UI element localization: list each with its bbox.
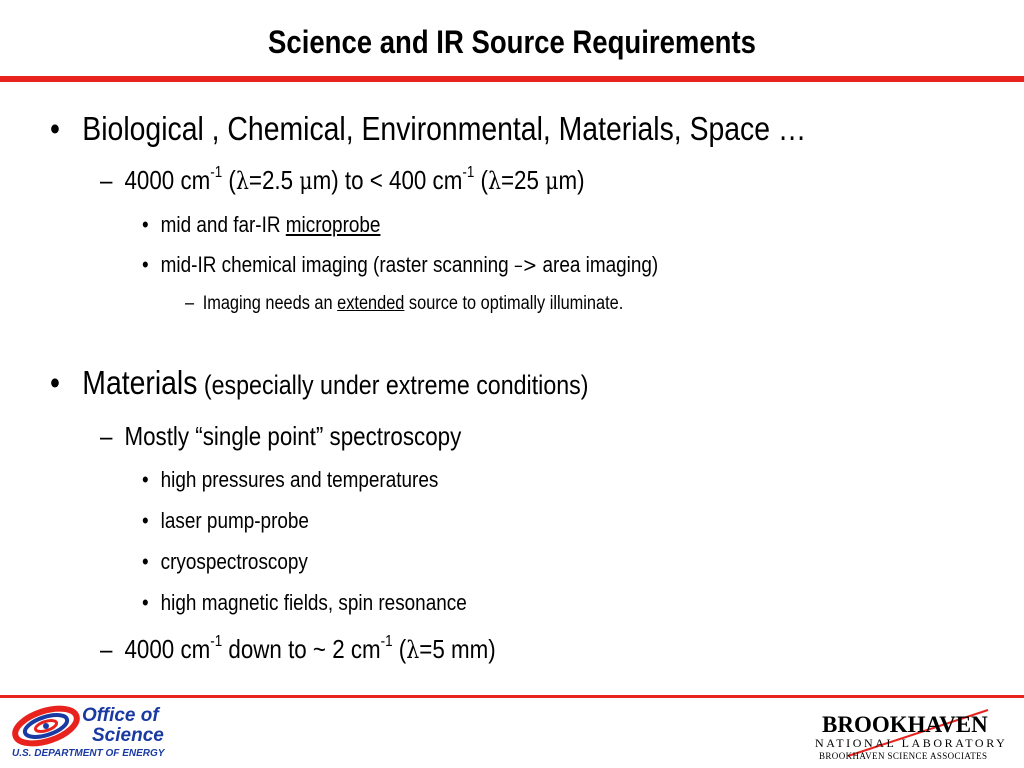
text-part: =25 [501, 165, 546, 195]
wavenumber-range-line [100, 165, 585, 196]
text-part: 4000 cm [124, 634, 211, 664]
text-part: mid-IR chemical imaging (raster scanning [160, 252, 514, 277]
lambda-symbol: λ [487, 167, 502, 195]
text-part: m) [558, 165, 585, 195]
dash-mark: – [185, 293, 195, 314]
bullet-mark: • [50, 110, 60, 147]
superscript: -1 [462, 164, 475, 182]
text-part: 4000 cm [124, 165, 211, 195]
text-part: laser pump-probe [160, 508, 309, 533]
bullet-text: Materials [82, 364, 198, 401]
superscript: -1 [380, 633, 393, 651]
bullet-mark: • [142, 252, 149, 277]
bullet-paren-text: (especially under extreme conditions) [197, 370, 589, 400]
slide-title: Science and IR Source Requirements [268, 24, 756, 60]
text-part: ( [474, 165, 488, 195]
bullet-mark: • [142, 508, 149, 533]
pump-probe-item [142, 508, 309, 534]
text-part: down to ~ 2 cm [222, 634, 381, 664]
dash-mark: – [100, 421, 113, 451]
superscript: -1 [210, 633, 223, 651]
lambda-symbol: λ [406, 636, 420, 664]
bullet-mark: • [142, 549, 149, 574]
bullet-mark: • [142, 212, 149, 237]
text-part: ( [222, 165, 236, 195]
text-part: high pressures and temperatures [160, 467, 439, 492]
text-part: Imaging needs an [202, 293, 338, 314]
magnetic-fields-item [142, 590, 467, 616]
text-part: ( [392, 634, 407, 664]
title-rule [0, 76, 1024, 82]
science-associates-text: BROOKHAVEN SCIENCE ASSOCIATES [819, 751, 988, 761]
text-part: Mostly “single point” spectroscopy [124, 421, 462, 451]
logo-science-text: Science [92, 725, 164, 746]
bullet-mark: • [142, 590, 149, 615]
pressures-item [142, 467, 438, 493]
cryospectroscopy-item [142, 549, 308, 575]
text-part: area imaging) [537, 252, 659, 277]
text-part: high magnetic fields, spin resonance [160, 590, 467, 615]
down-to-line [100, 634, 496, 665]
mu-symbol: μ [545, 167, 559, 195]
bullet-materials-line [50, 364, 588, 404]
superscript: -1 [210, 164, 223, 182]
bullet-mark: • [142, 467, 149, 492]
microprobe-item [142, 212, 380, 238]
national-laboratory-text: NATIONAL LABORATORY [815, 736, 1008, 750]
single-point-line [100, 421, 461, 451]
bullet-text: Biological , Chemical, Environmental, Materials, Space … [82, 110, 807, 147]
brookhaven-logo-text: BROOKHAVEN [822, 712, 988, 737]
text-part: mid and far-IR [160, 212, 286, 237]
imaging-needs-item [185, 293, 623, 315]
underlined-term: microprobe [285, 212, 381, 237]
dash-mark: – [100, 634, 113, 664]
text-part: =2.5 [248, 165, 300, 195]
text-part: =5 mm) [419, 634, 496, 664]
bullet-mark: • [50, 364, 60, 401]
text-part: source to optimally illuminate. [404, 293, 624, 314]
underlined-term: extended [337, 293, 405, 314]
lambda-symbol: λ [235, 167, 249, 195]
logo-office-of-text: Office of [82, 705, 159, 726]
text-part: m) to < 400 cm [312, 165, 463, 195]
mu-symbol: μ [299, 167, 313, 195]
footer-rule [0, 695, 1024, 698]
bullet-biological-line [50, 110, 806, 148]
text-part: cryospectroscopy [160, 549, 308, 574]
dash-mark: – [100, 165, 113, 195]
logo-doe-text: U.S. DEPARTMENT OF ENERGY [12, 748, 165, 759]
arrow-symbol: –> [513, 253, 538, 277]
chemical-imaging-item [142, 252, 658, 278]
